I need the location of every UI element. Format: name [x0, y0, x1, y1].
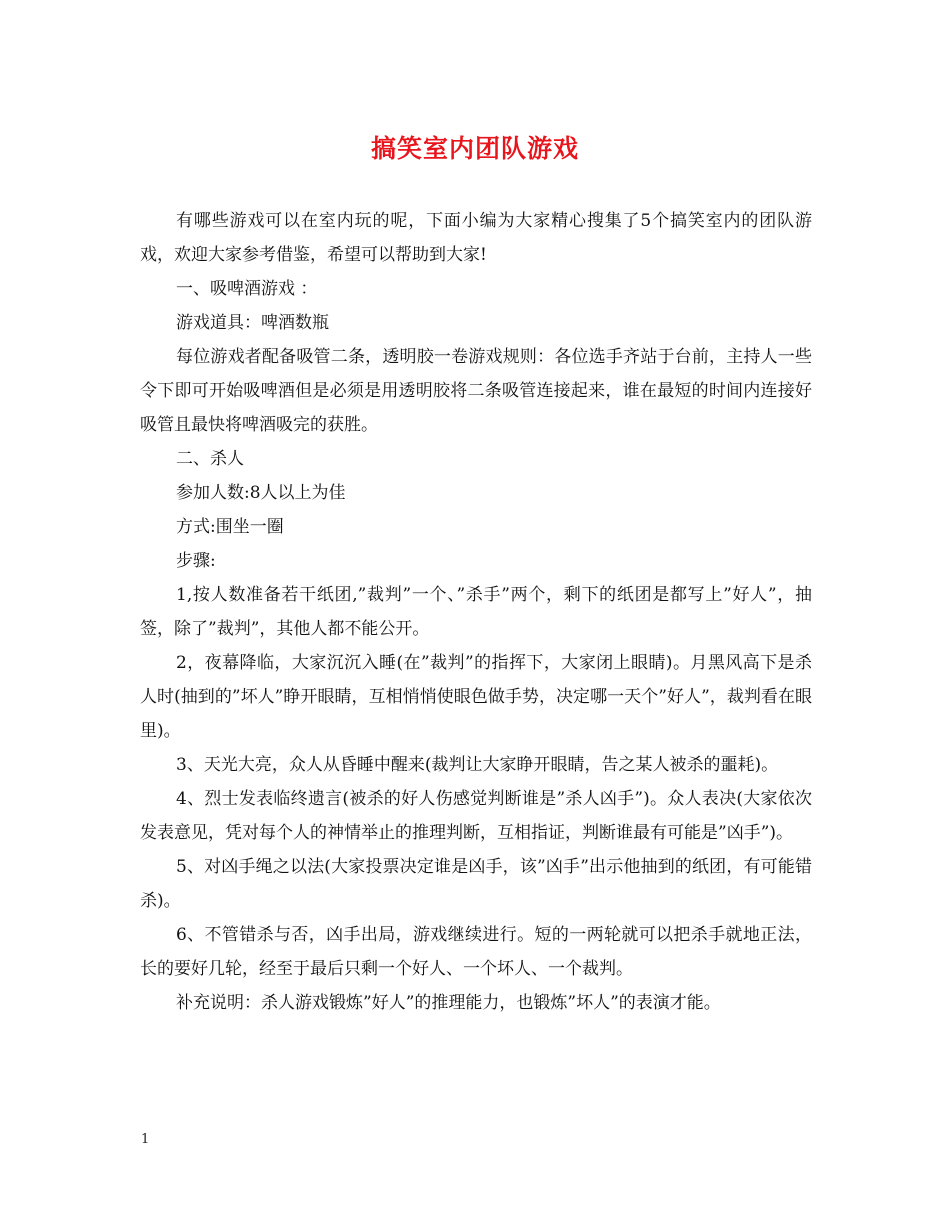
- section-heading-beer-game: 一、吸啤酒游戏 ：: [176, 279, 318, 299]
- killer-game-steps-heading: 步骤:: [176, 551, 216, 571]
- intro-paragraph: 有哪些游戏可以在室内玩的呢，下面小编为大家精心搜集了5个搞笑室内的团队游戏，欢迎大家参考借鉴，希望可以帮助到大家!: [140, 211, 812, 265]
- document-title: 搞笑室内团队游戏: [370, 134, 579, 163]
- document-body: [140, 204, 812, 1020]
- killer-game-step-4: 4、烈士发表临终遗言(被杀的好人伤感觉判断谁是”杀人凶手”)。众人表决(大家依次发表意见，凭对每个人的神情举止的推理判断，互相指证，判断谁最有可能是”凶手”)。: [140, 789, 812, 843]
- killer-game-format: 方式:围坐一圈: [176, 517, 284, 537]
- killer-game-step-5: 5、对凶手绳之以法(大家投票决定谁是凶手，该”凶手”出示他抽到的纸团，有可能错杀)。: [140, 857, 812, 911]
- killer-game-players: 参加人数:8人以上为佳: [176, 483, 346, 503]
- killer-game-step-2: 2，夜幕降临，大家沉沉入睡(在”裁判”的指挥下，大家闭上眼睛)。月黑风高下是杀人时(抽到的”坏人”睁开眼睛，互相悄悄使眼色做手势，决定哪一天个”好人”，裁判看在眼里)。: [140, 653, 812, 741]
- killer-game-note: 补充说明：杀人游戏锻炼”好人”的推理能力，也锻炼”坏人”的表演才能。: [176, 993, 721, 1013]
- beer-game-props: 游戏道具：啤酒数瓶: [176, 313, 329, 333]
- killer-game-step-6: 6、不管错杀与否，凶手出局，游戏继续进行。短的一两轮就可以把杀手就地正法，长的要好几轮，经至于最后只剩一个好人、一个坏人、一个裁判。: [140, 925, 812, 979]
- section-heading-killer-game: 二、杀人: [176, 449, 244, 469]
- beer-game-rules: 每位游戏者配备吸管二条，透明胶一卷游戏规则：各位选手齐站于台前，主持人一些令下即可开始吸啤酒但是必须是用透明胶将二条吸管连接起来，谁在最短的时间内连接好吸管且最快将啤酒吸完的获胜。: [140, 347, 812, 435]
- killer-game-step-3: 3、天光大亮，众人从昏睡中醒来(裁判让大家睁开眼睛，告之某人被杀的噩耗)。: [176, 755, 779, 775]
- page-number: 1: [141, 1132, 150, 1147]
- killer-game-step-1: 1,按人数准备若干纸团,”裁判”一个、”杀手”两个，剩下的纸团是都写上”好人”，抽签，除了”裁判”，其他人都不能公开。: [140, 585, 812, 639]
